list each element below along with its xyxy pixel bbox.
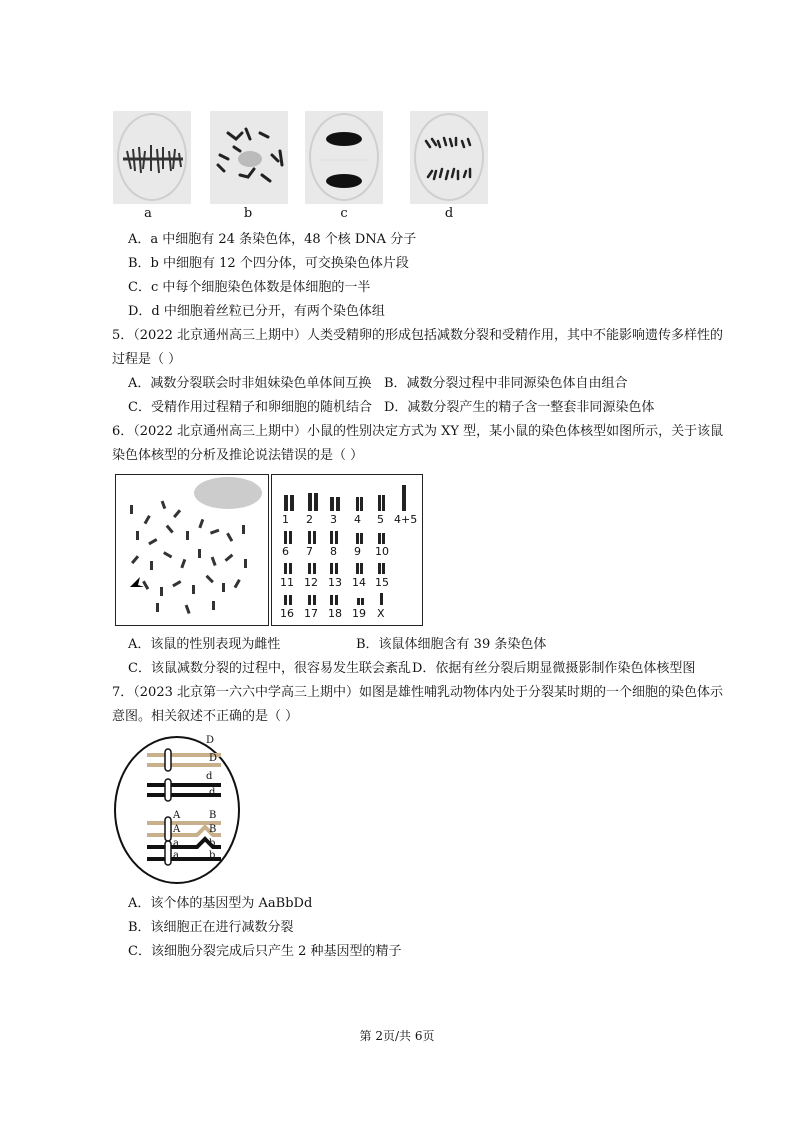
karyo-label-16: 16 bbox=[280, 607, 294, 620]
gene-label-d2: d bbox=[209, 787, 216, 798]
q4-option-b: B．b 中细胞有 12 个四分体，可交换染色体片段 bbox=[128, 256, 409, 271]
karyo-label-8: 8 bbox=[330, 545, 337, 558]
karyo-label-14: 14 bbox=[352, 576, 366, 589]
q6-option-c: C．该鼠减数分裂的过程中，很容易发生联会紊乱 bbox=[128, 661, 411, 676]
gene-label-B1: B bbox=[209, 810, 217, 821]
q7-stem-line2: 意图。相关叙述不正确的是（ ） bbox=[112, 709, 299, 724]
karyo-label-17: 17 bbox=[304, 607, 318, 620]
metaphase-spread-image bbox=[115, 474, 269, 626]
karyo-label-2: 2 bbox=[306, 513, 313, 526]
q6-stem-line2: 染色体核型的分析及推论说法错误的是（ ） bbox=[112, 448, 364, 463]
gene-label-A2: A bbox=[173, 824, 181, 835]
gene-label-A1: A bbox=[173, 810, 181, 821]
karyo-label-3: 3 bbox=[330, 513, 337, 526]
q4-option-a: A．a 中细胞有 24 条染色体，48 个核 DNA 分子 bbox=[128, 232, 417, 247]
karyo-label-12: 12 bbox=[304, 576, 318, 589]
q7-option-a: A．该个体的基因型为 AaBbDd bbox=[128, 896, 313, 911]
gene-label-a1: a bbox=[173, 838, 179, 849]
q5-stem-line2: 过程是（ ） bbox=[112, 352, 182, 367]
q7-stem-line1: 7．（2023 北京第一六六中学高三上期中）如图是雄性哺乳动物体内处于分裂某时期的一个细胞的染色体示 bbox=[112, 685, 723, 700]
karyo-label-6: 6 bbox=[282, 545, 289, 558]
page-number: 第 2页/共 6页 bbox=[359, 1029, 435, 1043]
q6-option-d: D．依据有丝分裂后期显微摄影制作染色体核型图 bbox=[412, 661, 696, 676]
gene-label-a2: a bbox=[173, 850, 179, 861]
q6-stem-line1: 6．（2022 北京通州高三上期中）小鼠的性别决定方式为 XY 型，某小鼠的染色体核型如图所示，关于该鼠 bbox=[112, 424, 724, 439]
q5-stem-line1: 5．（2022 北京通州高三上期中）人类受精卵的形成包括减数分裂和受精作用，其中不能影响遗传多样性的 bbox=[112, 328, 723, 343]
gene-label-d1: d bbox=[206, 771, 213, 782]
gene-label-b1: b bbox=[209, 838, 216, 849]
karyo-label-13: 13 bbox=[328, 576, 342, 589]
q5-option-d: D．减数分裂产生的精子含一整套非同源染色体 bbox=[384, 400, 655, 415]
karyo-label-9: 9 bbox=[354, 545, 361, 558]
label-d: d bbox=[444, 206, 454, 221]
karyo-label-7: 7 bbox=[306, 545, 313, 558]
karyo-label-5: 5 bbox=[377, 513, 384, 526]
karyo-label-11: 11 bbox=[280, 576, 294, 589]
karyotype-image bbox=[271, 474, 423, 626]
q7-option-c: C．该细胞分裂完成后只产生 2 种基因型的精子 bbox=[128, 944, 402, 959]
gene-label-b2: b bbox=[209, 850, 216, 861]
q5-option-b: B．减数分裂过程中非同源染色体自由组合 bbox=[384, 376, 628, 391]
karyo-label-x: X bbox=[377, 607, 385, 620]
label-a: a bbox=[144, 206, 152, 221]
micrograph-d bbox=[410, 111, 488, 204]
q5-option-c: C．受精作用过程精子和卵细胞的随机结合 bbox=[128, 400, 372, 415]
micrograph-a bbox=[113, 111, 191, 204]
q7-option-b: B．该细胞正在进行减数分裂 bbox=[128, 920, 294, 935]
karyo-label-19: 19 bbox=[352, 607, 366, 620]
cell-chromosome-diagram bbox=[113, 735, 241, 885]
karyo-label-10: 10 bbox=[375, 545, 389, 558]
micrograph-c bbox=[305, 111, 383, 204]
karyo-label-18: 18 bbox=[328, 607, 342, 620]
q4-option-c: C．c 中每个细胞染色体数是体细胞的一半 bbox=[128, 280, 371, 295]
label-b: b bbox=[243, 206, 253, 221]
gene-label-B2: B bbox=[209, 824, 217, 835]
gene-label-D1: D bbox=[206, 735, 215, 746]
karyo-label-4plus5: 4+5 bbox=[394, 513, 418, 526]
micrograph-b bbox=[210, 111, 288, 204]
karyo-label-15: 15 bbox=[375, 576, 389, 589]
q6-option-a: A．该鼠的性别表现为雌性 bbox=[128, 637, 281, 652]
gene-label-D2: D bbox=[209, 753, 218, 764]
q5-option-a: A．减数分裂联会时非姐妹染色单体间互换 bbox=[128, 376, 372, 391]
q4-option-d: D．d 中细胞着丝粒已分开，有两个染色体组 bbox=[128, 304, 385, 319]
karyo-label-4: 4 bbox=[354, 513, 361, 526]
karyo-label-1: 1 bbox=[282, 513, 289, 526]
q6-option-b: B．该鼠体细胞含有 39 条染色体 bbox=[356, 637, 547, 652]
label-c: c bbox=[340, 206, 348, 221]
